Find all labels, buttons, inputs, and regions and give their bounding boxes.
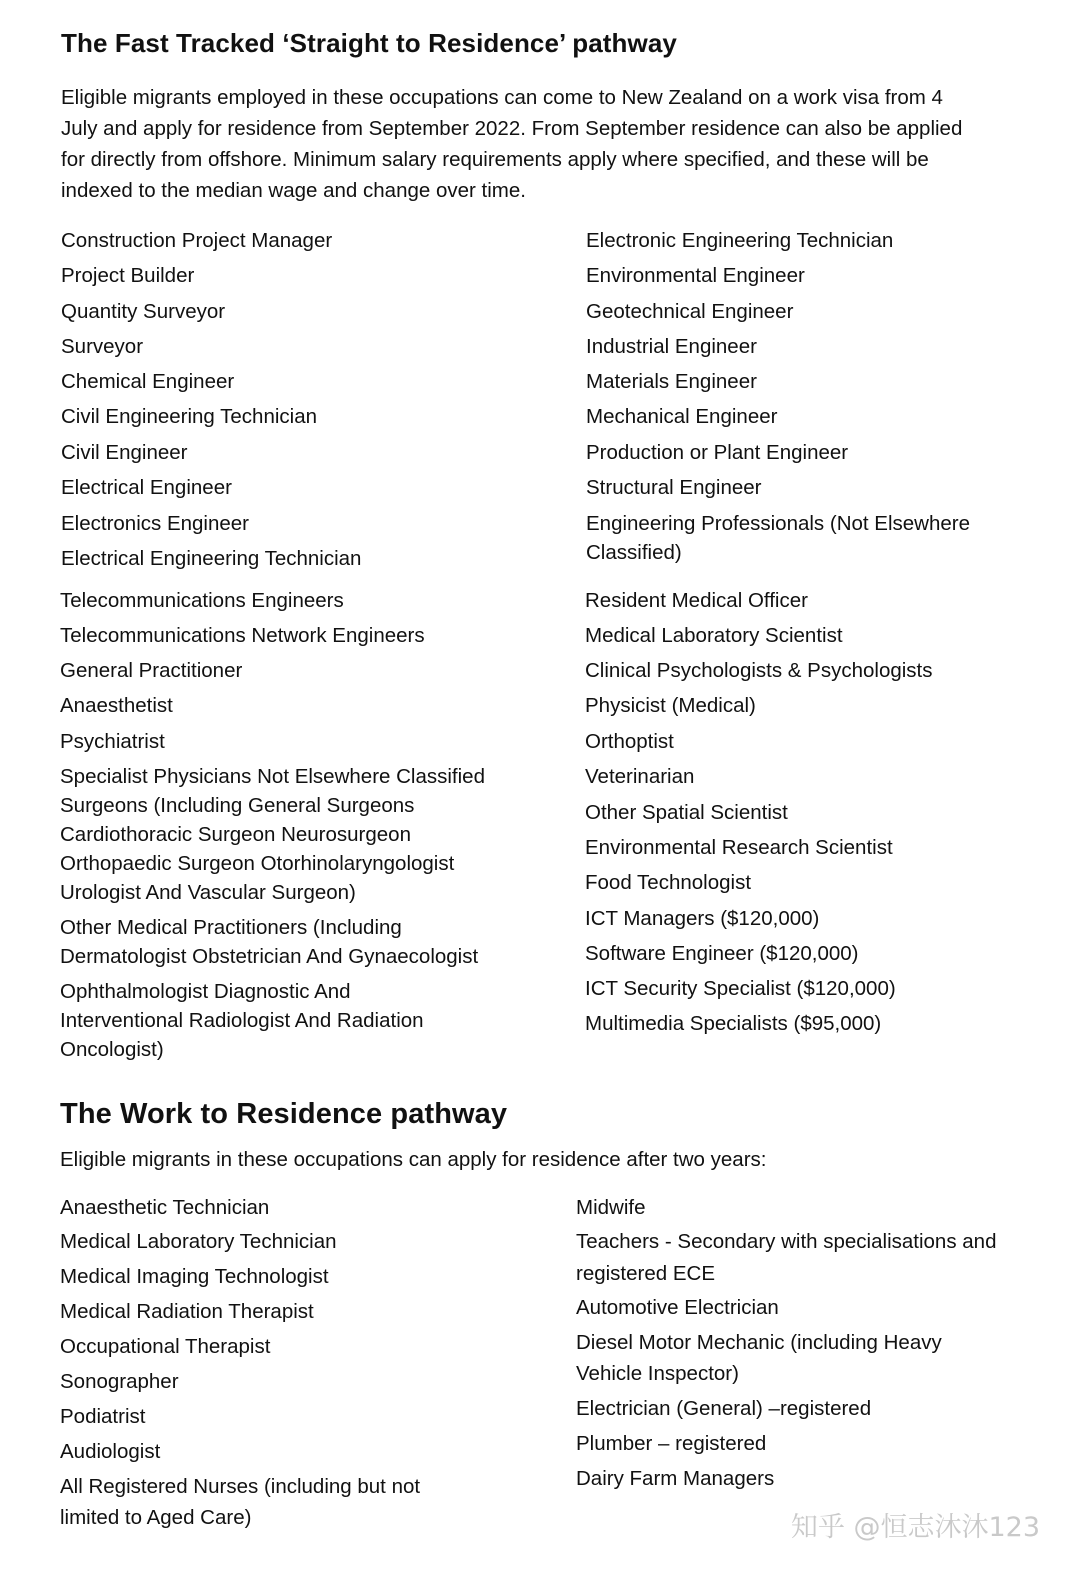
occupation-item: Quantity Surveyor (61, 300, 226, 323)
occupation-item: Medical Laboratory Scientist (585, 624, 843, 647)
occupation-item: Electrical Engineering Technician (61, 547, 362, 570)
occupation-item: Chemical Engineer (61, 370, 235, 393)
occupation-item: Project Builder (61, 264, 195, 287)
occupation-item: Electrician (General) –registered (576, 1397, 872, 1420)
occupation-item: All Registered Nurses (including but not (60, 1475, 421, 1498)
section2-heading: The Work to Residence pathway (60, 1098, 508, 1130)
occupation-item: Construction Project Manager (61, 229, 333, 252)
occupation-item: Electronic Engineering Technician (586, 229, 894, 252)
occupation-item: Anaesthetic Technician (60, 1196, 270, 1219)
occupation-item: Automotive Electrician (576, 1296, 779, 1319)
occupation-item: Other Medical Practitioners (Including (60, 916, 402, 939)
occupation-item: Surgeons (Including General Surgeons (60, 794, 415, 817)
occupation-item: Materials Engineer (586, 370, 757, 393)
occupation-item: Multimedia Specialists ($95,000) (585, 1012, 882, 1035)
occupation-item: Ophthalmologist Diagnostic And (60, 980, 351, 1003)
occupation-item: Oncologist) (60, 1038, 164, 1061)
occupation-item: Orthopaedic Surgeon Otorhinolaryngologist (60, 852, 455, 875)
occupation-item: Medical Radiation Therapist (60, 1300, 314, 1323)
occupation-item: limited to Aged Care) (60, 1506, 252, 1529)
occupation-item: Urologist And Vascular Surgeon) (60, 881, 356, 904)
occupation-item: Resident Medical Officer (585, 589, 808, 612)
occupation-item: General Practitioner (60, 659, 243, 682)
occupation-item: ICT Security Specialist ($120,000) (585, 977, 896, 1000)
occupation-item: Veterinarian (585, 765, 695, 788)
occupation-item: Medical Laboratory Technician (60, 1230, 337, 1253)
occupation-item: Environmental Engineer (586, 264, 805, 287)
occupation-item: Occupational Therapist (60, 1335, 271, 1358)
occupation-item: Dermatologist Obstetrician And Gynaecologist (60, 945, 479, 968)
occupation-item: Anaesthetist (60, 694, 173, 717)
intro-line: for directly from offshore. Minimum salary requirements apply where specified, and these will be (61, 148, 929, 171)
intro-line: July and apply for residence from September 2022. From September residence can also be applied (61, 117, 963, 140)
occupation-item: Engineering Professionals (Not Elsewhere (586, 512, 971, 535)
occupation-item: Psychiatrist (60, 730, 165, 753)
occupation-item: Medical Imaging Technologist (60, 1265, 329, 1288)
occupation-item: Electrical Engineer (61, 476, 232, 499)
occupation-item: Environmental Research Scientist (585, 836, 893, 859)
occupation-item: Food Technologist (585, 871, 752, 894)
occupation-item: Telecommunications Engineers (60, 589, 344, 612)
occupation-item: Orthoptist (585, 730, 674, 753)
occupation-item: Other Spatial Scientist (585, 801, 788, 824)
occupation-item: Classified) (586, 541, 682, 564)
occupation-item: Specialist Physicians Not Elsewhere Classified (60, 765, 485, 788)
occupation-item: Dairy Farm Managers (576, 1467, 775, 1490)
occupation-item: Geotechnical Engineer (586, 300, 794, 323)
occupation-item: registered ECE (576, 1262, 716, 1285)
occupation-item: Electronics Engineer (61, 512, 250, 535)
section1-heading: The Fast Tracked ‘Straight to Residence’ pathway (61, 28, 677, 58)
occupation-item: Structural Engineer (586, 476, 762, 499)
section2-intro: Eligible migrants in these occupations can apply for residence after two years: (60, 1148, 767, 1171)
occupation-item: Cardiothoracic Surgeon Neurosurgeon (60, 823, 411, 846)
occupation-item: Software Engineer ($120,000) (585, 942, 859, 965)
occupation-item: Plumber – registered (576, 1432, 767, 1455)
occupation-item: Sonographer (60, 1370, 179, 1393)
occupation-item: Surveyor (61, 335, 144, 358)
occupation-item: Clinical Psychologists & Psychologists (585, 659, 933, 682)
watermark: 知乎 @恒志沐沐123 (790, 1512, 1040, 1543)
occupation-item: Diesel Motor Mechanic (including Heavy (576, 1331, 942, 1354)
occupation-item: Telecommunications Network Engineers (60, 624, 425, 647)
occupation-item: Physicist (Medical) (585, 694, 756, 717)
intro-line: indexed to the median wage and change over time. (61, 179, 526, 202)
occupation-item: Teachers - Secondary with specialisations and (576, 1230, 997, 1253)
occupation-item: Industrial Engineer (586, 335, 757, 358)
occupation-item: Vehicle Inspector) (576, 1362, 739, 1385)
occupation-item: Podiatrist (60, 1405, 146, 1428)
occupation-item: Mechanical Engineer (586, 405, 778, 428)
intro-line: Eligible migrants employed in these occupations can come to New Zealand on a work visa from 4 (61, 86, 943, 109)
occupation-item: Civil Engineer (61, 441, 188, 464)
occupation-item: ICT Managers ($120,000) (585, 907, 820, 930)
occupation-item: Interventional Radiologist And Radiation (60, 1009, 424, 1032)
occupation-item: Production or Plant Engineer (586, 441, 849, 464)
occupation-item: Civil Engineering Technician (61, 405, 318, 428)
occupation-item: Audiologist (60, 1440, 161, 1463)
occupation-item: Midwife (576, 1196, 646, 1219)
